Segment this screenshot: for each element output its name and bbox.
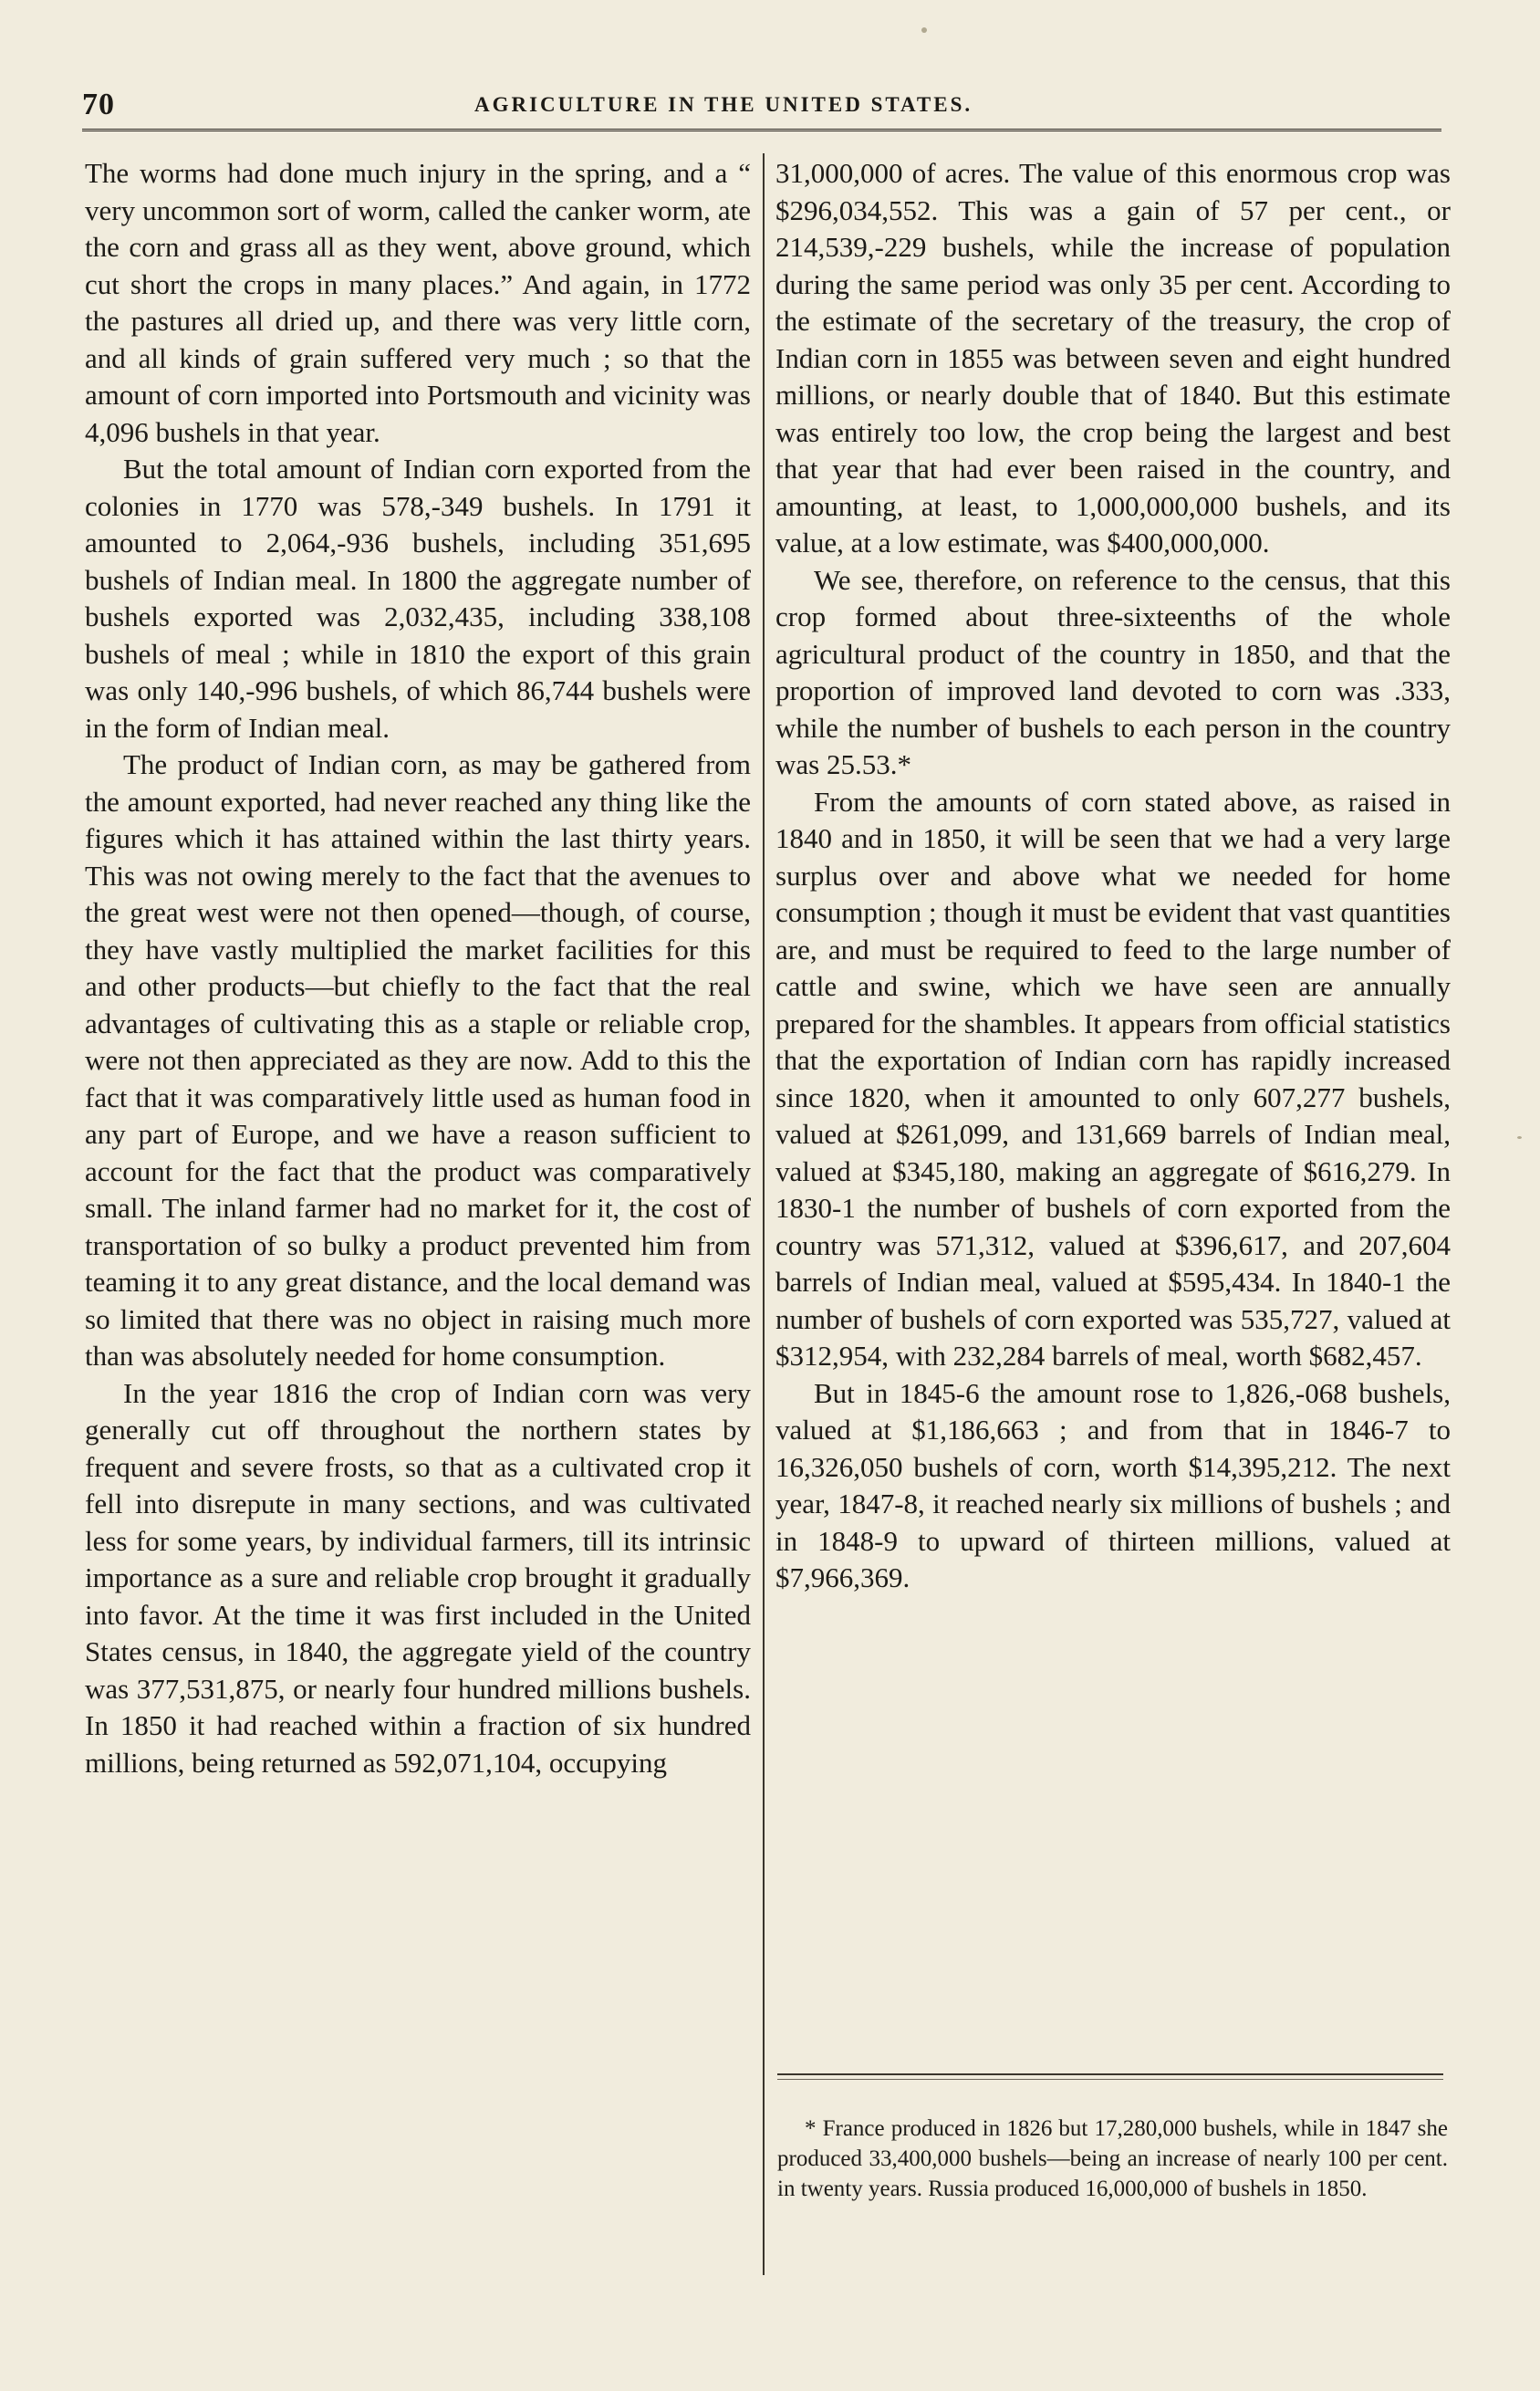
paragraph: In the year 1816 the crop of Indian corn was very generally cut off throughout the northern states by frequent and severe frosts, so that as a cultivated crop it fell into disrepute in many sections, and was cultivated less for some years, by individual farmers, till its intrinsic importance as a sure and reliable crop brought it gradually into favor. At the time it was first included in the United States census, in 1840, the aggregate yield of the country was 377,531,875, or nearly four hundred millions bushels. In 1850 it had reached within a fraction of six hundred millions, being returned as 592,071,104, occupying <box>85 1376 751 1779</box>
left-column <box>85 155 751 1781</box>
paragraph: But the total amount of Indian corn exported from the colonies in 1770 was 578,-349 bushels. In 1791 it amounted to 2,064,-936 bushels, including 351,695 bushels of Indian meal. In 1800 the aggregate number of bushels exported was 2,032,435, including 338,108 bushels of meal ; while in 1810 the export of this grain was only 140,-996 bushels, of which 86,744 bushels were in the form of Indian meal. <box>85 453 751 744</box>
header-rule <box>82 129 1441 131</box>
paragraph: We see, therefore, on reference to the census, that this crop formed about three-sixteenths of the whole agricultural product of the country in 1850, and that the proportion of improved land devoted to corn was .333, while the number of bushels to each person in the country was 25.53.* <box>775 563 1451 780</box>
footnote <box>777 2114 1448 2204</box>
column-divider <box>763 153 765 2275</box>
paragraph: The product of Indian corn, as may be gathered from the amount exported, had never reached any thing like the figures which it has attained within the last thirty years. This was not owing merely to the fact that the avenues to the great west were not then opened—though, of course, they have vastly multiplied the market facilities for this and other products—but chiefly to the fact that the real advantages of cultivating this as a staple or reliable crop, were not then appreciated as they are now. Add to this the fact that it was comparatively little used as human food in any part of Europe, and we have a reason sufficient to account for the fact that the product was comparatively small. The inland farmer had no market for it, the cost of transportation of so bulky a product prevented him from teaming it to any great distance, and the local demand was so limited that there was no object in raising much more than was absolutely needed for home consumption. <box>85 748 751 1372</box>
page-header <box>82 88 1432 124</box>
paragraph: From the amounts of corn stated above, as raised in 1840 and in 1850, it will be seen that we had a very large surplus over and above what we needed for home consumption ; though it must be evident that vast quantities are, and must be required to feed to the large number of cattle and swine, which we have seen are annually prepared for the shambles. It appears from official statistics that the exportation of Indian corn has rapidly increased since 1820, when it amounted to only 607,277 bushels, valued at $261,099, and 131,669 barrels of Indian meal, valued at $345,180, making an aggregate of $616,279. In 1830-1 the number of bushels of corn exported from the country was 571,312, valued at $396,617, and 207,604 barrels of Indian meal, valued at $595,434. In 1840-1 the number of bushels of corn exported was 535,727, valued at $312,954, with 232,284 barrels of meal, worth $682,457. <box>775 785 1451 1372</box>
footnote-rule <box>777 2073 1443 2075</box>
paragraph: But in 1845-6 the amount rose to 1,826,-068 bushels, valued at $1,186,663 ; and from that in 1846-7 to 16,326,050 bushels of corn, worth $14,395,212. The next year, 1847-8, it reached nearly six millions of bushels ; and in 1848-9 to upward of thirteen millions, valued at $7,966,369. <box>775 1376 1451 1593</box>
page-number: 70 <box>82 88 115 121</box>
footnote-rule-thin <box>777 2079 1443 2080</box>
right-column <box>775 155 1451 1597</box>
running-title: AGRICULTURE IN THE UNITED STATES. <box>474 93 973 116</box>
paragraph: 31,000,000 of acres. The value of this enormous crop was $296,034,552. This was a gain of 57 per cent., or 214,539,-229 bushels, while the increase of population during the same period was only 35 per cent. According to the estimate of the secretary of the treasury, the crop of Indian corn in 1855 was between seven and eight hundred millions, or nearly double that of 1840. But this estimate was entirely too low, the crop being the largest and best that year that had ever been raised in the country, and amounting, at least, to 1,000,000,000 bushels, and its value, at a low estimate, was $400,000,000. <box>775 157 1451 559</box>
footnote-text: * France produced in 1826 but 17,280,000 bushels, while in 1847 she produced 33,400,000 bushels—being an increase of nearly 100 per cent. in twenty years. Russia produced 16,000,000 of bushels in 1850. <box>777 2116 1448 2201</box>
paper-speck <box>1517 1136 1522 1139</box>
paragraph: The worms had done much injury in the spring, and a “ very uncommon sort of worm, called the canker worm, ate the corn and grass all as they went, above ground, which cut short the crops in many places.” And again, in 1772 the pastures all dried up, and there was very little corn, and all kinds of grain suffered very much ; so that the amount of corn imported into Portsmouth and vicinity was 4,096 bushels in that year. <box>85 157 751 448</box>
paper-speck <box>921 27 927 33</box>
